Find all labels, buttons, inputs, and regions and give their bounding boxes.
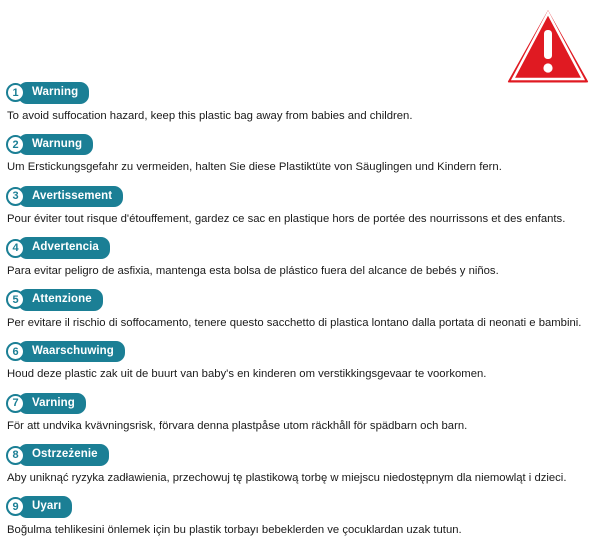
warning-list bbox=[6, 82, 594, 548]
number-badge: 9 bbox=[6, 497, 25, 516]
warning-label-row bbox=[6, 341, 594, 363]
warning-item bbox=[6, 186, 594, 228]
warning-text: To avoid suffocation hazard, keep this plastic bag away from babies and children. bbox=[7, 109, 413, 122]
language-label: Avertissement bbox=[18, 186, 123, 208]
warning-item bbox=[6, 237, 594, 279]
warning-item bbox=[6, 393, 594, 435]
warning-text: Boğulma tehlikesini önlemek için bu plastik torbayı bebeklerden ve çocuklardan uzak tutun. bbox=[7, 523, 462, 536]
warning-text: Pour éviter tout risque d'étouffement, gardez ce sac en plastique hors de portée des nourrissons et des enfants. bbox=[7, 213, 566, 225]
language-label: Uyarı bbox=[18, 496, 72, 518]
warning-label-row bbox=[6, 134, 594, 156]
number-badge: 4 bbox=[6, 239, 25, 258]
warning-item bbox=[6, 444, 594, 486]
number-badge: 5 bbox=[6, 290, 25, 309]
warning-label-row bbox=[6, 82, 594, 104]
warning-label-row bbox=[6, 496, 594, 518]
warning-text: För att undvika kvävningsrisk, förvara denna plastpåse utom räckhåll för spädbarn och barn. bbox=[7, 420, 468, 432]
language-label: Attenzione bbox=[18, 289, 103, 311]
warning-label-row bbox=[6, 237, 594, 259]
warning-item bbox=[6, 134, 594, 176]
language-label: Varning bbox=[18, 393, 86, 415]
warning-label-row bbox=[6, 444, 594, 466]
number-badge: 6 bbox=[6, 342, 25, 361]
warning-item bbox=[6, 341, 594, 383]
number-badge: 8 bbox=[6, 446, 25, 465]
warning-label-row bbox=[6, 393, 594, 415]
warning-text: Um Erstickungsgefahr zu vermeiden, halten Sie diese Plastiktüte von Säuglingen und Kindern fern. bbox=[7, 161, 502, 174]
warning-text: Per evitare il rischio di soffocamento, tenere questo sacchetto di plastica lontano dalla portata di neonati e bambini. bbox=[7, 316, 582, 329]
language-label: Warning bbox=[18, 82, 89, 104]
warning-label-row bbox=[6, 289, 594, 311]
warning-text: Aby uniknąć ryzyka zadławienia, przechowuj tę plastikową torbę w miejscu niedostępnym dla niemowląt i dzieci. bbox=[7, 471, 567, 484]
warning-text: Para evitar peligro de asfixia, mantenga esta bolsa de plástico fuera del alcance de bebés y niños. bbox=[7, 264, 499, 277]
number-badge: 2 bbox=[6, 135, 25, 154]
warning-item bbox=[6, 289, 594, 331]
language-label: Warnung bbox=[18, 134, 93, 156]
number-badge: 1 bbox=[6, 83, 25, 102]
warning-item bbox=[6, 82, 594, 124]
warning-label-row bbox=[6, 186, 594, 208]
language-label: Waarschuwing bbox=[18, 341, 125, 363]
warning-triangle-icon bbox=[504, 4, 592, 86]
number-badge: 7 bbox=[6, 394, 25, 413]
language-label: Ostrzeżenie bbox=[18, 444, 109, 466]
warning-text: Houd deze plastic zak uit de buurt van baby's en kinderen om verstikkingsgevaar te voorkomen. bbox=[7, 368, 487, 381]
warning-item bbox=[6, 496, 594, 538]
language-label: Advertencia bbox=[18, 237, 110, 259]
number-badge: 3 bbox=[6, 187, 25, 206]
